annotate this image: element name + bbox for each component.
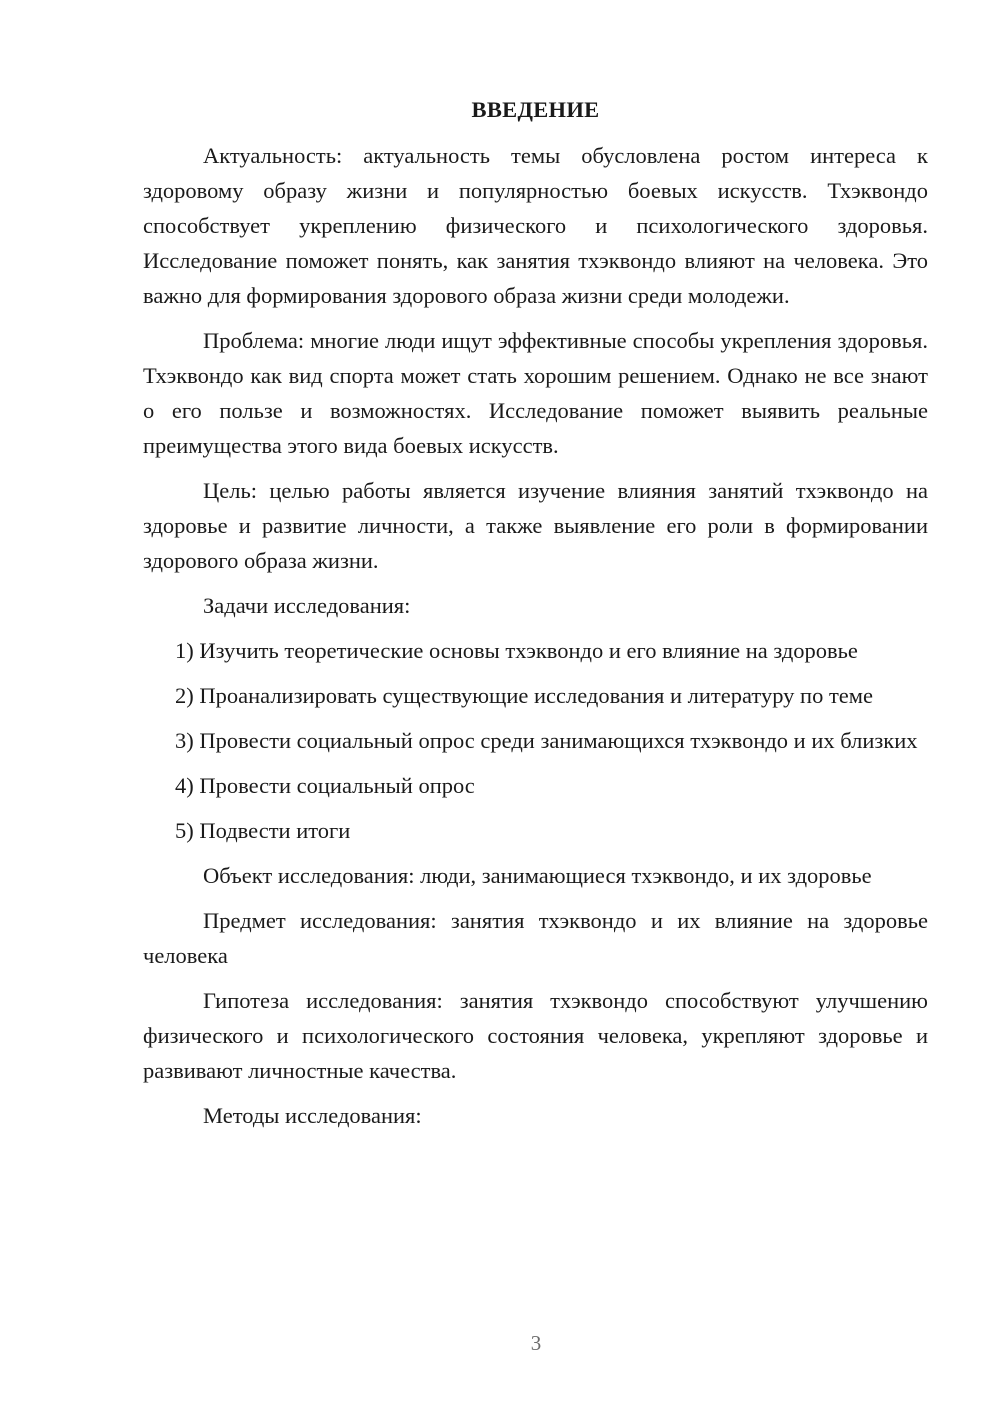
task-item-2: 2) Проанализировать существующие исследования и литературу по теме	[175, 683, 873, 708]
subject-paragraph: Предмет исследования: занятия тхэквондо и их влияние на здоровье человека	[143, 908, 928, 968]
page-content	[143, 92, 928, 1143]
methods-heading: Методы исследования:	[203, 1103, 422, 1128]
section-title: ВВЕДЕНИЕ	[471, 97, 600, 122]
task-item-1: 1) Изучить теоретические основы тхэквондо и его влияние на здоровье	[175, 638, 858, 663]
task-item-4: 4) Провести социальный опрос	[175, 773, 475, 798]
relevance-paragraph: Актуальность: актуальность темы обусловлена ростом интереса к здоровому образу жизни и популярностью боевых искусств. Тхэквондо способствует укреплению физического и психологического здоровья. Исследование поможет понять, как занятия тхэквондо влияют на человека. Это важно для формирования здорового образа жизни среди молодежи.	[143, 143, 928, 308]
task-item-5: 5) Подвести итоги	[175, 818, 351, 843]
goal-paragraph: Цель: целью работы является изучение влияния занятий тхэквондо на здоровье и развитие личности, а также выявление его роли в формировании здорового образа жизни.	[143, 478, 928, 573]
problem-paragraph: Проблема: многие люди ищут эффективные способы укрепления здоровья. Тхэквондо как вид спорта может стать хорошим решением. Однако не все знают о его пользе и возможностях. Исследование поможет выявить реальные преимущества этого вида боевых искусств.	[143, 328, 928, 458]
page-number: 3	[530, 1331, 542, 1355]
object-paragraph: Объект исследования: люди, занимающиеся тхэквондо, и их здоровье	[203, 863, 872, 888]
hypothesis-paragraph: Гипотеза исследования: занятия тхэквондо способствуют улучшению физического и психологического состояния человека, укрепляют здоровье и развивают личностные качества.	[143, 988, 928, 1083]
task-item-3: 3) Провести социальный опрос среди занимающихся тхэквондо и их близких	[175, 728, 918, 753]
tasks-heading: Задачи исследования:	[203, 593, 411, 618]
